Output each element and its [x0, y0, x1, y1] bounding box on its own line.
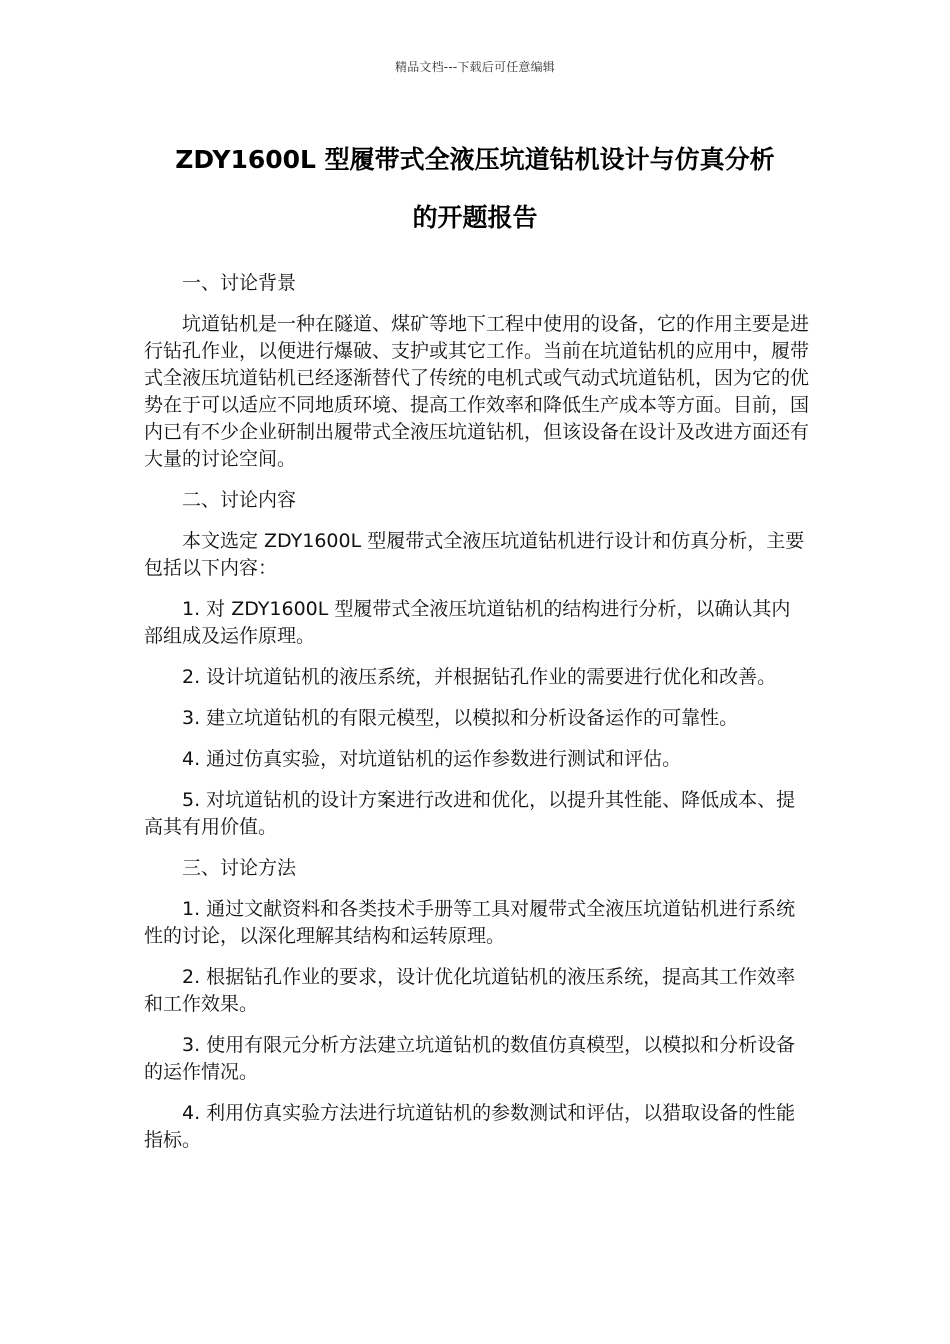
content-list-item: 1. 对 ZDY1600L 型履带式全液压坑道钻机的结构进行分析，以确认其内部组成及运作原理。: [144, 598, 791, 647]
background-paragraph: 坑道钻机是一种在隧道、煤矿等地下工程中使用的设备，它的作用主要是进行钻孔作业，以便进行爆破、支护或其它工作。当前在坑道钻机的应用中，履带式全液压坑道钻机已经逐渐替代了传统的电机式或气动式坑道钻机，因为它的优势在于可以适应不同地质环境、提高工作效率和降低生产成本等方面。目前，国内已有不少企业研制出履带式全液压坑道钻机，但该设备在设计及改进方面还有大量的讨论空间。: [144, 313, 810, 470]
content-list-item: 3. 建立坑道钻机的有限元模型，以模拟和分析设备运作的可靠性。: [182, 707, 739, 729]
method-list-item: 3. 使用有限元分析方法建立坑道钻机的数值仿真模型，以模拟和分析设备的运作情况。: [144, 1034, 796, 1083]
method-list-item: 4. 利用仿真实验方法进行坑道钻机的参数测试和评估，以猎取设备的性能指标。: [144, 1102, 796, 1151]
document-title-line-1: ZDY1600L 型履带式全液压坑道钻机设计与仿真分析: [175, 145, 775, 174]
document-body: [144, 270, 809, 1168]
content-list-item: 4. 通过仿真实验，对坑道钻机的运作参数进行测试和评估。: [182, 748, 682, 770]
document-title-line-2: 的开题报告: [412, 203, 538, 232]
content-list-item: 2. 设计坑道钻机的液压系统，并根据钻孔作业的需要进行优化和改善。: [182, 666, 777, 688]
section-heading-method: 三、讨论方法: [182, 857, 297, 879]
header-note: 精品文档---下载后可任意编辑: [395, 60, 555, 74]
content-intro-paragraph: 本文选定 ZDY1600L 型履带式全液压坑道钻机进行设计和仿真分析，主要包括以下内容：: [144, 530, 805, 579]
section-heading-background: 一、讨论背景: [182, 272, 297, 294]
content-list-item: 5. 对坑道钻机的设计方案进行改进和优化，以提升其性能、降低成本、提高其有用价值。: [144, 789, 796, 838]
section-heading-content: 二、讨论内容: [182, 489, 297, 511]
method-list-item: 1. 通过文献资料和各类技术手册等工具对履带式全液压坑道钻机进行系统性的讨论，以深化理解其结构和运转原理。: [144, 898, 796, 947]
method-list-item: 2. 根据钻孔作业的要求，设计优化坑道钻机的液压系统，提高其工作效率和工作效果。: [144, 966, 796, 1015]
